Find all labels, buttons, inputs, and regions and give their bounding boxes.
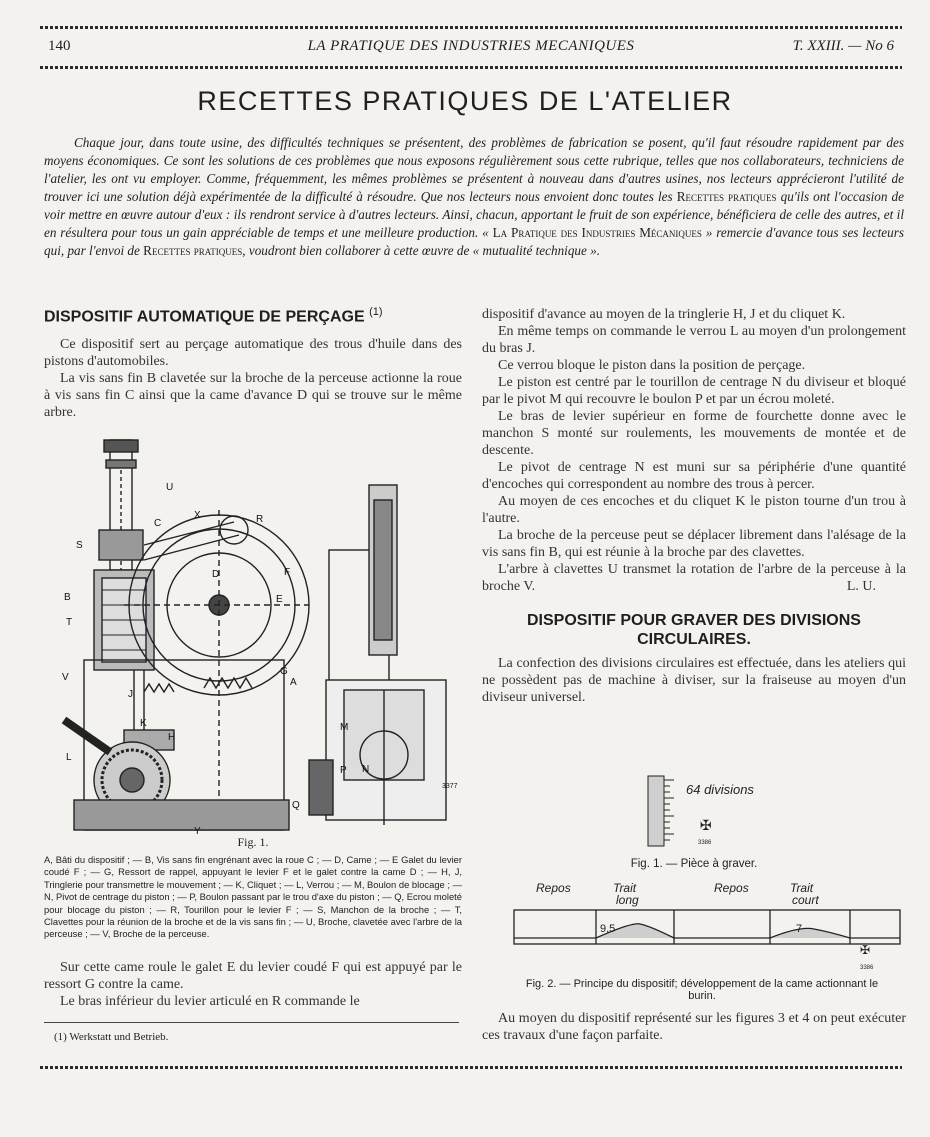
svg-text:L: L (66, 752, 72, 763)
svg-text:3386: 3386 (860, 965, 874, 971)
svg-text:Repos: Repos (536, 881, 571, 895)
paragraph: Le bras inférieur du levier articulé en R commande le (60, 993, 360, 1009)
paragraph: La confection des divisions circulaires est effectuée, dans les ateliers qui ne possèdent pas de machine à diviser, sur la fraiseuse au moyen d'un diviseur universel. (482, 656, 906, 705)
figure-caption: Fig. 2. — Principe du dispositif; développement de la came actionnant le burin. (525, 978, 879, 1002)
svg-text:F: F (284, 567, 291, 578)
header-rule (40, 66, 902, 69)
svg-text:V: V (62, 672, 69, 683)
paragraph: Ce dispositif sert au perçage automatique des trous d'huile dans des pistons d'automobiles. (44, 337, 462, 370)
closing-paragraph: Au moyen du dispositif représenté sur les figures 3 et 4 on peut exécuter ces travaux d'une façon parfaite. (482, 1011, 906, 1043)
svg-text:A: A (290, 677, 297, 688)
svg-text:C: C (154, 518, 162, 529)
svg-text:7: 7 (796, 923, 803, 935)
paragraph: Le piston est centré par le tourillon de centrage N du diviseur et bloqué par le pivot M qui recouvre le boulon P et par un écrou moleté. (482, 375, 906, 407)
article2-title: DISPOSITIF POUR GRAVER DES DIVISIONS CIRCULAIRES. (527, 612, 861, 648)
svg-text:D: D (212, 569, 220, 580)
paragraph: La vis sans fin B clavetée sur la broche de la perceuse actionne la roue à vis sans fin C ainsi que la came d'avance D qui se trouve sur le même arbre. (44, 371, 462, 421)
svg-text:N: N (362, 764, 370, 775)
figure-caption: Fig. 1. (237, 835, 269, 849)
svg-text:3386: 3386 (698, 840, 712, 846)
svg-text:✠: ✠ (860, 943, 871, 957)
article1-left (44, 306, 462, 421)
running-header (48, 38, 894, 58)
svg-text:R: R (256, 514, 264, 525)
paragraph: Ce verrou bloque le piston dans la position de perçage. (498, 358, 806, 373)
svg-text:G: G (280, 666, 288, 677)
article1-right (482, 306, 906, 706)
signature: L. U. (846, 579, 876, 594)
figure-legend: A, Bâti du dispositif ; — B, Vis sans fin engrénant avec la roue C ; — D, Came ; — E Galet du levier coudé F ; — G, Ressort de rappel, appuyant le levier F et le galet contre la came D ; — H, J, Tringlerie pour transmettre le mouvement ; — K, Cliquet ; — L, Verrou ; — M, Boulon de blocage ; — N, Pivot de centrage du piston ; — P, Boulon passant par le trou d'axe du piston ; — Q, Ecrou moleté pour blocage du piston ; — R, Tourillon pour le levier F ; — S, Manchon de la broche ; — T, Clavettes pour la réunion de la broche et de la vis sans fin ; — U, Broche, clavetée avec l'arbre de la perceuse ; — V, Broche de la perceuse. (44, 854, 462, 940)
svg-text:S: S (76, 540, 83, 551)
svg-text:✠: ✠ (700, 817, 712, 833)
svg-text:3377: 3377 (442, 783, 458, 790)
paragraph: L'arbre à clavettes U transmet la rotation de l'arbre de la perceuse à la broche V. L. U. (482, 562, 906, 594)
svg-text:B: B (64, 592, 71, 603)
bottom-rule (40, 1066, 902, 1069)
drilling-device-figure (44, 430, 464, 840)
top-rule (40, 26, 902, 29)
paragraph: Le pivot de centrage N est muni sur sa périphérie d'une quantité d'encoches qui correspondent au nombre des trous à percer. (482, 460, 906, 492)
svg-text:J: J (128, 689, 133, 700)
svg-text:U: U (166, 482, 174, 493)
volume-issue: T. XXIII. — No 6 (792, 38, 894, 54)
engraving-piece-figure (600, 770, 800, 850)
svg-text:64 divisions: 64 divisions (686, 782, 754, 797)
intro-paragraph: Chaque jour, dans toute usine, des difficultés techniques se présentent, des problèmes de fabrication se posent, qu'il faut résoudre rapidement par des moyens économiques. Ce sont les solutions de ces problèmes que nous exposons régulièrement sous cette rubrique, telles que nos collaborateurs, techniciens de l'atelier, les ont vu employer. Comme, fréquemment, les mêmes problèmes se présentent à nouveau dans d'autres usines, nos lecteurs apprécieront l'utilité de trouver ici une solution déjà expérimentée de la difficulté à résoudre. Que nos lecteurs nous envoient donc toutes les Recettes pratiques qu'ils ont l'occasion de voir mettre en œuvre autour d'eux : ils rendront service à d'autres lecteurs. Ainsi, chacun, apportant le fruit de son expérience, bénéficiera de celle des autres, et il en résultera pour tous un gain appréciable de temps et une meilleure production. « La Pratique des Industries Mécaniques » remercie d'avance tous ses lecteurs qui, par l'envoi de Recettes pratiques, voudront bien collaborer à cette œuvre de « mutualité technique ». (44, 135, 905, 258)
svg-text:T: T (66, 617, 73, 628)
svg-text:X: X (194, 510, 201, 521)
paragraph: La broche de la perceuse peut se déplacer librement dans l'alésage de la vis sans fin B, qui est réunie à la broche par des clavettes. (482, 528, 906, 560)
figure1-caption-block (44, 835, 462, 1043)
svg-text:Trait: Trait (790, 881, 814, 895)
svg-text:Repos: Repos (714, 881, 749, 895)
paragraph: En même temps on commande le verrou L au moyen d'un prolongement du bras J. (482, 324, 906, 356)
figure-caption: Fig. 1. — Pièce à graver. (630, 858, 758, 870)
paragraph: Sur cette came roule le galet E du levier coudé F qui est appuyé par le ressort G contre la came. (44, 959, 462, 992)
cam-development-figure (500, 874, 910, 974)
svg-text:H: H (168, 732, 176, 743)
svg-text:E: E (276, 594, 283, 605)
svg-text:9,5: 9,5 (600, 923, 616, 935)
article1-title: DISPOSITIF AUTOMATIQUE DE PERÇAGE $^{(1)}$ (44, 306, 383, 326)
svg-text:long: long (616, 893, 639, 907)
svg-text:P: P (340, 765, 347, 776)
svg-text:M: M (340, 722, 349, 733)
svg-text:court: court (792, 893, 819, 907)
footnote: (1) Werkstatt und Betrieb. (54, 1030, 169, 1043)
paragraph: Le bras de levier supérieur en forme de fourchette donne avec le manchon S monté sur roulements, les mouvements de montée et de descente. (482, 409, 906, 458)
svg-text:Q: Q (292, 800, 300, 811)
svg-text:K: K (140, 718, 147, 729)
section-title: RECETTES PRATIQUES DE L'ATELIER (197, 86, 733, 116)
page-number: 140 (48, 38, 71, 54)
paragraph: dispositif d'avance au moyen de la tringlerie H, J et du cliquet K. (482, 307, 846, 322)
paragraph: Au moyen de ces encoches et du cliquet K le piston tourne d'un trou à l'autre. (482, 494, 906, 526)
svg-text:Trait: Trait (613, 881, 637, 895)
footnote-rule (44, 1022, 459, 1023)
journal-title: LA PRATIQUE DES INDUSTRIES MECANIQUES (307, 38, 635, 54)
svg-text:Y: Y (194, 826, 201, 837)
